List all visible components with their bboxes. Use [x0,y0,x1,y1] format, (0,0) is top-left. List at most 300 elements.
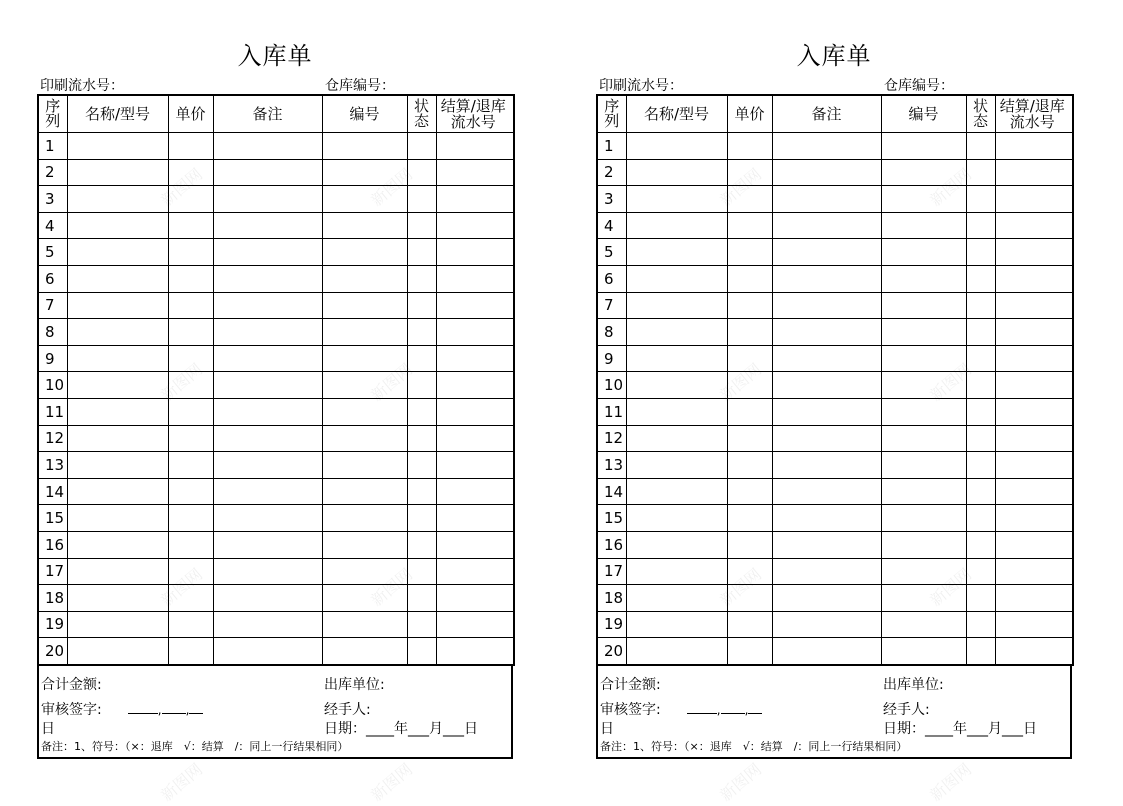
unit-price-cell[interactable] [168,452,213,479]
unit-price-cell[interactable] [168,505,213,532]
remark-cell[interactable] [772,611,881,638]
header-unit-price: 单价 [727,95,772,133]
settle-serial-cell[interactable] [995,585,1073,612]
remark-cell[interactable] [772,585,881,612]
name-model-cell[interactable] [626,531,727,558]
status-cell[interactable] [966,585,995,612]
table-row [38,531,514,558]
number-cell[interactable] [322,239,407,266]
remark-cell[interactable] [772,133,881,160]
row-number: 9 [597,345,626,372]
date-line: 日期：____年___月___日 [883,721,1037,737]
watermark: 新图网 [367,759,417,805]
watermark: 新图网 [367,359,417,405]
status-cell[interactable] [966,505,995,532]
remark-cell[interactable] [213,398,322,425]
remark-cell[interactable] [772,372,881,399]
remark-cell[interactable] [772,505,881,532]
unit-price-cell[interactable] [168,478,213,505]
remark-cell[interactable] [213,292,322,319]
settle-serial-cell[interactable] [995,372,1073,399]
warehouse-no-label: 仓库编号： [325,78,395,94]
number-cell[interactable] [322,638,407,665]
name-model-cell[interactable] [626,638,727,665]
unit-price-cell[interactable] [727,452,772,479]
remark-cell[interactable] [772,265,881,292]
unit-price-cell[interactable] [727,505,772,532]
settle-serial-cell[interactable] [436,398,514,425]
status-cell[interactable] [966,319,995,346]
number-cell[interactable] [881,505,966,532]
number-cell[interactable] [322,372,407,399]
unit-price-cell[interactable] [168,212,213,239]
row-number: 16 [597,531,626,558]
status-cell[interactable] [407,558,436,585]
number-cell[interactable] [322,319,407,346]
table-row [597,638,1073,665]
status-cell[interactable] [407,239,436,266]
number-cell[interactable] [322,292,407,319]
unit-price-cell[interactable] [168,345,213,372]
name-model-cell[interactable] [626,425,727,452]
status-cell[interactable] [966,133,995,160]
unit-price-cell[interactable] [727,558,772,585]
remark-cell[interactable] [213,186,322,213]
settle-serial-cell[interactable] [436,452,514,479]
remark-cell[interactable] [772,398,881,425]
status-cell[interactable] [407,611,436,638]
remark-cell[interactable] [213,585,322,612]
name-model-cell[interactable] [626,372,727,399]
table-row [597,265,1073,292]
name-model-cell[interactable] [626,319,727,346]
name-model-cell[interactable] [67,398,168,425]
status-cell[interactable] [966,292,995,319]
settle-serial-cell[interactable] [995,345,1073,372]
name-model-cell[interactable] [626,239,727,266]
name-model-cell[interactable] [67,159,168,186]
settle-serial-cell[interactable] [995,531,1073,558]
settle-serial-cell[interactable] [995,239,1073,266]
unit-price-cell[interactable] [727,239,772,266]
number-cell[interactable] [322,478,407,505]
table-row [38,133,514,160]
remark-cell[interactable] [213,212,322,239]
name-model-cell[interactable] [626,505,727,532]
unit-price-cell[interactable] [727,186,772,213]
settle-serial-cell[interactable] [436,638,514,665]
settle-serial-cell[interactable] [436,133,514,160]
settle-serial-cell[interactable] [436,319,514,346]
settle-serial-cell[interactable] [995,133,1073,160]
number-cell[interactable] [881,558,966,585]
name-model-cell[interactable] [626,133,727,160]
status-cell[interactable] [966,531,995,558]
unit-price-cell[interactable] [727,398,772,425]
unit-price-cell[interactable] [727,585,772,612]
unit-price-cell[interactable] [727,611,772,638]
name-model-cell[interactable] [67,558,168,585]
watermark: 新图网 [926,564,976,610]
table-header-row [38,95,514,133]
number-cell[interactable] [322,585,407,612]
settle-serial-cell[interactable] [995,186,1073,213]
settle-serial-cell[interactable] [436,531,514,558]
settle-serial-cell[interactable] [995,212,1073,239]
remark-cell[interactable] [772,425,881,452]
remark-cell[interactable] [772,638,881,665]
number-cell[interactable] [881,319,966,346]
number-cell[interactable] [322,212,407,239]
remark-cell[interactable] [213,133,322,160]
unit-price-cell[interactable] [727,372,772,399]
status-cell[interactable] [407,372,436,399]
unit-price-cell[interactable] [168,638,213,665]
number-cell[interactable] [322,265,407,292]
settle-serial-cell[interactable] [436,558,514,585]
name-model-cell[interactable] [626,558,727,585]
row-number: 2 [38,159,67,186]
settle-serial-cell[interactable] [995,558,1073,585]
status-cell[interactable] [966,611,995,638]
table-row [38,558,514,585]
table-row [597,531,1073,558]
number-cell[interactable] [881,159,966,186]
row-number: 7 [38,292,67,319]
number-cell[interactable] [881,345,966,372]
status-cell[interactable] [407,478,436,505]
number-cell[interactable] [322,133,407,160]
name-model-cell[interactable] [67,478,168,505]
name-model-cell[interactable] [67,319,168,346]
watermark: 新图网 [157,164,207,210]
remark-cell[interactable] [772,292,881,319]
unit-price-cell[interactable] [168,558,213,585]
unit-price-cell[interactable] [168,159,213,186]
status-cell[interactable] [407,319,436,346]
settle-serial-cell[interactable] [436,372,514,399]
header-name-model: 名称/型号 [626,95,727,133]
unit-price-cell[interactable] [168,133,213,160]
unit-price-cell[interactable] [727,292,772,319]
settle-serial-cell[interactable] [436,239,514,266]
status-cell[interactable] [966,345,995,372]
remark-cell[interactable] [772,531,881,558]
watermark: 新图网 [716,359,766,405]
unit-price-cell[interactable] [727,159,772,186]
name-model-cell[interactable] [67,186,168,213]
settle-serial-cell[interactable] [436,186,514,213]
remark-cell[interactable] [213,159,322,186]
table-row [38,239,514,266]
settle-serial-cell[interactable] [995,505,1073,532]
row-number: 13 [597,452,626,479]
remark-cell[interactable] [213,345,322,372]
name-model-cell[interactable] [67,239,168,266]
status-cell[interactable] [407,345,436,372]
remark-cell[interactable] [772,345,881,372]
total-amount-label: 合计金额: [41,677,102,693]
number-cell[interactable] [881,425,966,452]
remark-cell[interactable] [213,372,322,399]
handler-label: 经手人: [324,702,371,718]
status-cell[interactable] [966,452,995,479]
status-cell[interactable] [407,425,436,452]
footnote: 备注：1、符号：（×：退库 √：结算 /：同上一行结果相同） [41,740,349,753]
unit-price-cell[interactable] [727,638,772,665]
row-number: 11 [597,398,626,425]
settle-serial-cell[interactable] [436,585,514,612]
name-model-cell[interactable] [67,425,168,452]
status-cell[interactable] [407,212,436,239]
items-table [596,94,1074,666]
status-cell[interactable] [966,239,995,266]
row-number: 18 [38,585,67,612]
unit-price-cell[interactable] [168,239,213,266]
number-cell[interactable] [881,212,966,239]
table-row [597,345,1073,372]
settle-serial-cell[interactable] [436,425,514,452]
number-cell[interactable] [881,265,966,292]
header-remark: 备注 [213,95,322,133]
settle-serial-cell[interactable] [995,611,1073,638]
settle-serial-cell[interactable] [436,478,514,505]
name-model-cell[interactable] [626,186,727,213]
settle-serial-cell[interactable] [995,319,1073,346]
name-model-cell[interactable] [626,159,727,186]
unit-price-cell[interactable] [727,212,772,239]
settle-serial-cell[interactable] [436,611,514,638]
name-model-cell[interactable] [626,585,727,612]
status-cell[interactable] [966,425,995,452]
settle-serial-cell[interactable] [995,452,1073,479]
remark-cell[interactable] [213,425,322,452]
settle-serial-cell[interactable] [995,292,1073,319]
number-cell[interactable] [881,452,966,479]
status-cell[interactable] [407,159,436,186]
status-cell[interactable] [407,638,436,665]
day-char: 日 [600,721,614,737]
row-number: 14 [597,478,626,505]
header-status: 状态 [966,95,995,133]
settle-serial-cell[interactable] [995,265,1073,292]
number-cell[interactable] [322,186,407,213]
header-remark: 备注 [772,95,881,133]
name-model-cell[interactable] [67,505,168,532]
remark-cell[interactable] [213,452,322,479]
table-row [38,372,514,399]
name-model-cell[interactable] [67,611,168,638]
unit-price-cell[interactable] [727,133,772,160]
number-cell[interactable] [322,558,407,585]
remark-cell[interactable] [772,319,881,346]
status-cell[interactable] [966,478,995,505]
table-row [38,638,514,665]
remark-cell[interactable] [772,558,881,585]
table-row [38,345,514,372]
settle-serial-cell[interactable] [436,505,514,532]
unit-price-cell[interactable] [168,585,213,612]
table-row [597,478,1073,505]
name-model-cell[interactable] [67,531,168,558]
status-cell[interactable] [966,265,995,292]
unit-price-cell[interactable] [168,398,213,425]
number-cell[interactable] [881,611,966,638]
status-cell[interactable] [966,398,995,425]
name-model-cell[interactable] [626,611,727,638]
remark-cell[interactable] [213,611,322,638]
name-model-cell[interactable] [626,452,727,479]
settle-serial-cell[interactable] [436,159,514,186]
status-cell[interactable] [407,505,436,532]
unit-price-cell[interactable] [168,265,213,292]
name-model-cell[interactable] [67,133,168,160]
unit-price-cell[interactable] [168,292,213,319]
watermark: 新图网 [367,564,417,610]
remark-cell[interactable] [772,159,881,186]
name-model-cell[interactable] [67,212,168,239]
remark-cell[interactable] [772,239,881,266]
remark-cell[interactable] [772,452,881,479]
settle-serial-cell[interactable] [436,345,514,372]
row-number: 10 [38,372,67,399]
remark-cell[interactable] [213,531,322,558]
number-cell[interactable] [881,478,966,505]
number-cell[interactable] [881,585,966,612]
number-cell[interactable] [322,425,407,452]
date-line: 日期：____年___月___日 [324,721,478,737]
remark-cell[interactable] [213,265,322,292]
status-cell[interactable] [966,186,995,213]
name-model-cell[interactable] [626,478,727,505]
table-row [597,239,1073,266]
row-number: 15 [597,505,626,532]
name-model-cell[interactable] [67,638,168,665]
status-cell[interactable] [407,292,436,319]
status-cell[interactable] [966,372,995,399]
number-cell[interactable] [881,638,966,665]
remark-cell[interactable] [772,186,881,213]
name-model-cell[interactable] [67,265,168,292]
number-cell[interactable] [322,159,407,186]
number-cell[interactable] [322,452,407,479]
number-cell[interactable] [881,186,966,213]
watermark: 新图网 [926,164,976,210]
number-cell[interactable] [881,133,966,160]
status-cell[interactable] [407,186,436,213]
unit-price-cell[interactable] [168,611,213,638]
row-number: 6 [597,265,626,292]
row-number: 20 [597,638,626,665]
remark-cell[interactable] [213,239,322,266]
settle-serial-cell[interactable] [995,638,1073,665]
number-cell[interactable] [881,239,966,266]
number-cell[interactable] [322,345,407,372]
remark-cell[interactable] [213,478,322,505]
remark-cell[interactable] [772,478,881,505]
name-model-cell[interactable] [626,265,727,292]
name-model-cell[interactable] [626,398,727,425]
name-model-cell[interactable] [67,345,168,372]
number-cell[interactable] [881,292,966,319]
number-cell[interactable] [322,505,407,532]
row-number: 7 [597,292,626,319]
watermark: 新图网 [926,359,976,405]
status-cell[interactable] [407,398,436,425]
unit-price-cell[interactable] [727,345,772,372]
status-cell[interactable] [407,452,436,479]
status-cell[interactable] [966,638,995,665]
name-model-cell[interactable] [626,292,727,319]
row-number: 14 [38,478,67,505]
table-row [38,292,514,319]
name-model-cell[interactable] [626,212,727,239]
settle-serial-cell[interactable] [995,398,1073,425]
unit-price-cell[interactable] [168,425,213,452]
status-cell[interactable] [966,212,995,239]
status-cell[interactable] [966,159,995,186]
number-cell[interactable] [881,398,966,425]
row-number: 9 [38,345,67,372]
print-serial-label: 印刷流水号： [599,78,683,94]
remark-cell[interactable] [772,212,881,239]
name-model-cell[interactable] [67,292,168,319]
number-cell[interactable] [322,398,407,425]
row-number: 8 [597,319,626,346]
number-cell[interactable] [322,531,407,558]
unit-price-cell[interactable] [168,186,213,213]
unit-price-cell[interactable] [168,531,213,558]
name-model-cell[interactable] [67,452,168,479]
number-cell[interactable] [881,531,966,558]
settle-serial-cell[interactable] [995,425,1073,452]
table-row [597,611,1073,638]
outbound-unit-label: 出库单位: [324,677,385,693]
unit-price-cell[interactable] [727,531,772,558]
unit-price-cell[interactable] [727,265,772,292]
name-model-cell[interactable] [67,372,168,399]
number-cell[interactable] [881,372,966,399]
number-cell[interactable] [322,611,407,638]
remark-cell[interactable] [213,638,322,665]
unit-price-cell[interactable] [727,425,772,452]
unit-price-cell[interactable] [727,478,772,505]
status-cell[interactable] [407,585,436,612]
name-model-cell[interactable] [67,585,168,612]
settle-serial-cell[interactable] [436,212,514,239]
outbound-unit-label: 出库单位: [883,677,944,693]
settle-serial-cell[interactable] [436,292,514,319]
name-model-cell[interactable] [626,345,727,372]
remark-cell[interactable] [213,558,322,585]
remark-cell[interactable] [213,505,322,532]
remark-cell[interactable] [213,319,322,346]
unit-price-cell[interactable] [727,319,772,346]
row-number: 17 [597,558,626,585]
status-cell[interactable] [407,265,436,292]
status-cell[interactable] [966,558,995,585]
status-cell[interactable] [407,531,436,558]
settle-serial-cell[interactable] [436,265,514,292]
unit-price-cell[interactable] [168,319,213,346]
status-cell[interactable] [407,133,436,160]
watermark: 新图网 [716,164,766,210]
settle-serial-cell[interactable] [995,159,1073,186]
table-row [597,398,1073,425]
settle-serial-cell[interactable] [995,478,1073,505]
form-title: 入库单 [237,42,313,70]
unit-price-cell[interactable] [168,372,213,399]
